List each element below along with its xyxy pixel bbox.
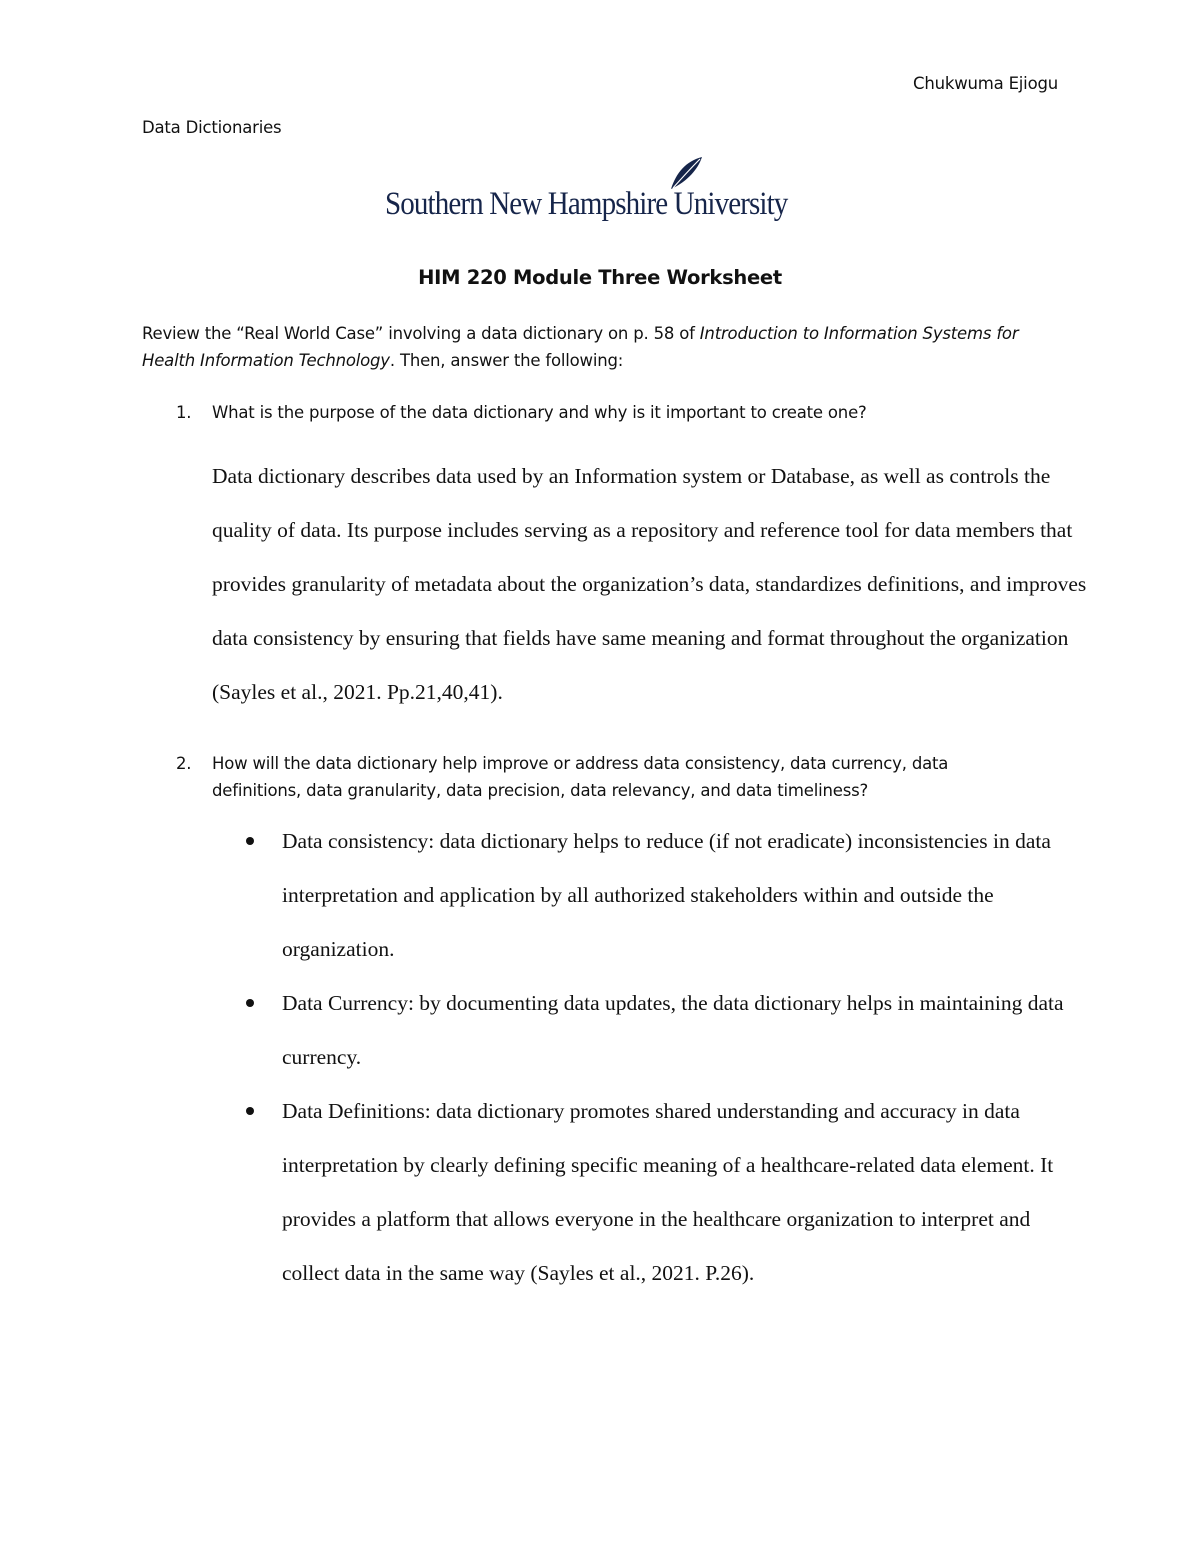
document-title: HIM 220 Module Three Worksheet	[418, 266, 782, 289]
intro-text-end: . Then, answer the following:	[389, 351, 624, 370]
answer-1: Data dictionary describes data used by an Information system or Database, as well as controls the quality of data. Its purpose includes serving as a repository and reference tool for data members that provides granularity of metadata about the organization’s data, standardizes definitions, and improves data consistency by ensuring that fields have same meaning and format throughout the organization (Sayles et al., 2021. Pp.21,40,41).	[212, 464, 1087, 704]
question-number: 2.	[176, 754, 192, 773]
question-1	[142, 399, 1042, 426]
list-item	[240, 814, 1070, 976]
bullet-icon	[246, 1107, 254, 1115]
book-title: Introduction to Information Systems for Health Information Technology	[142, 324, 1019, 370]
bullet-text-consistency: Data consistency: data dictionary helps to reduce (if not eradicate) inconsistencies in data interpretation and application by all authorized stakeholders within and outside the organization.	[282, 829, 1051, 961]
running-title: Data Dictionaries	[142, 118, 282, 137]
list-item	[240, 1084, 1070, 1300]
question-2	[142, 750, 1042, 804]
question-number: 1.	[176, 403, 192, 422]
question-text: What is the purpose of the data dictionary and why is it important to create one?	[212, 403, 867, 422]
bullet-list	[240, 976, 1070, 1084]
bullet-text-currency: Data Currency: by documenting data updates, the data dictionary helps in maintaining data currency.	[282, 991, 1064, 1069]
bullet-list	[240, 814, 1070, 976]
intro-paragraph	[142, 320, 1022, 374]
logo-wordmark: Southern New Hampshire University	[385, 186, 788, 222]
bullet-icon	[246, 837, 254, 845]
university-logo	[385, 155, 815, 227]
bullet-icon	[246, 999, 254, 1007]
bullet-list	[240, 1084, 1070, 1300]
intro-text-start: Review the “Real World Case” involving a data dictionary on p. 58 of	[142, 324, 700, 343]
bullet-text-definitions: Data Definitions: data dictionary promotes shared understanding and accuracy in data interpretation by clearly defining specific meaning of a healthcare-related data element. It provides a platform that allows everyone in the healthcare organization to interpret and collect data in the same way (Sayles et al., 2021. P.26).	[282, 1099, 1054, 1285]
author-name: Chukwuma Ejiogu	[913, 74, 1058, 93]
question-text: How will the data dictionary help improve or address data consistency, data currency, data definitions, data granularity, data precision, data relevancy, and data timeliness?	[212, 754, 949, 800]
list-item	[240, 976, 1070, 1084]
